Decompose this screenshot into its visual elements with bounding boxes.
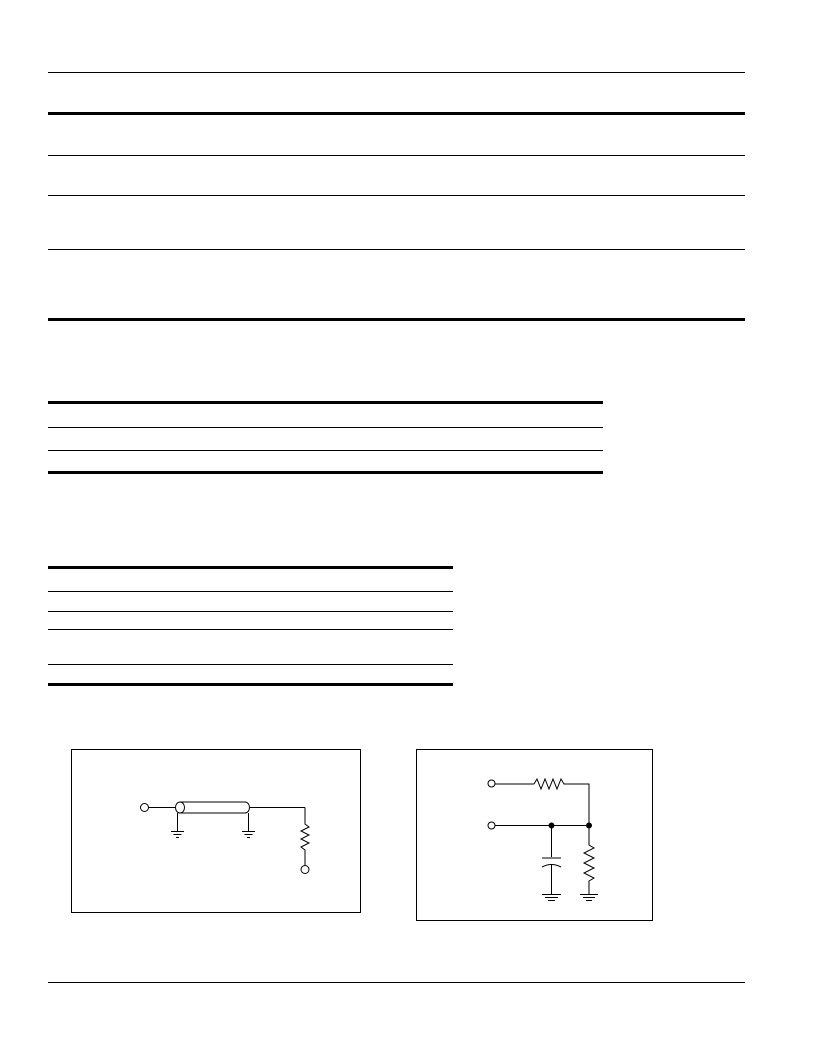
resistor-icon bbox=[301, 808, 309, 866]
input-terminal bbox=[141, 804, 149, 812]
input-terminal bbox=[488, 780, 495, 787]
capacitor-icon bbox=[542, 826, 561, 895]
ground-icon bbox=[171, 813, 184, 838]
ground-icon bbox=[542, 895, 561, 901]
ground-icon bbox=[242, 813, 255, 838]
coaxial-cable-icon bbox=[176, 802, 250, 813]
input-terminal bbox=[488, 822, 495, 829]
ground-icon bbox=[580, 895, 598, 901]
output-terminal bbox=[301, 866, 309, 874]
resistor-icon bbox=[584, 826, 594, 895]
resistor-icon bbox=[534, 779, 589, 825]
